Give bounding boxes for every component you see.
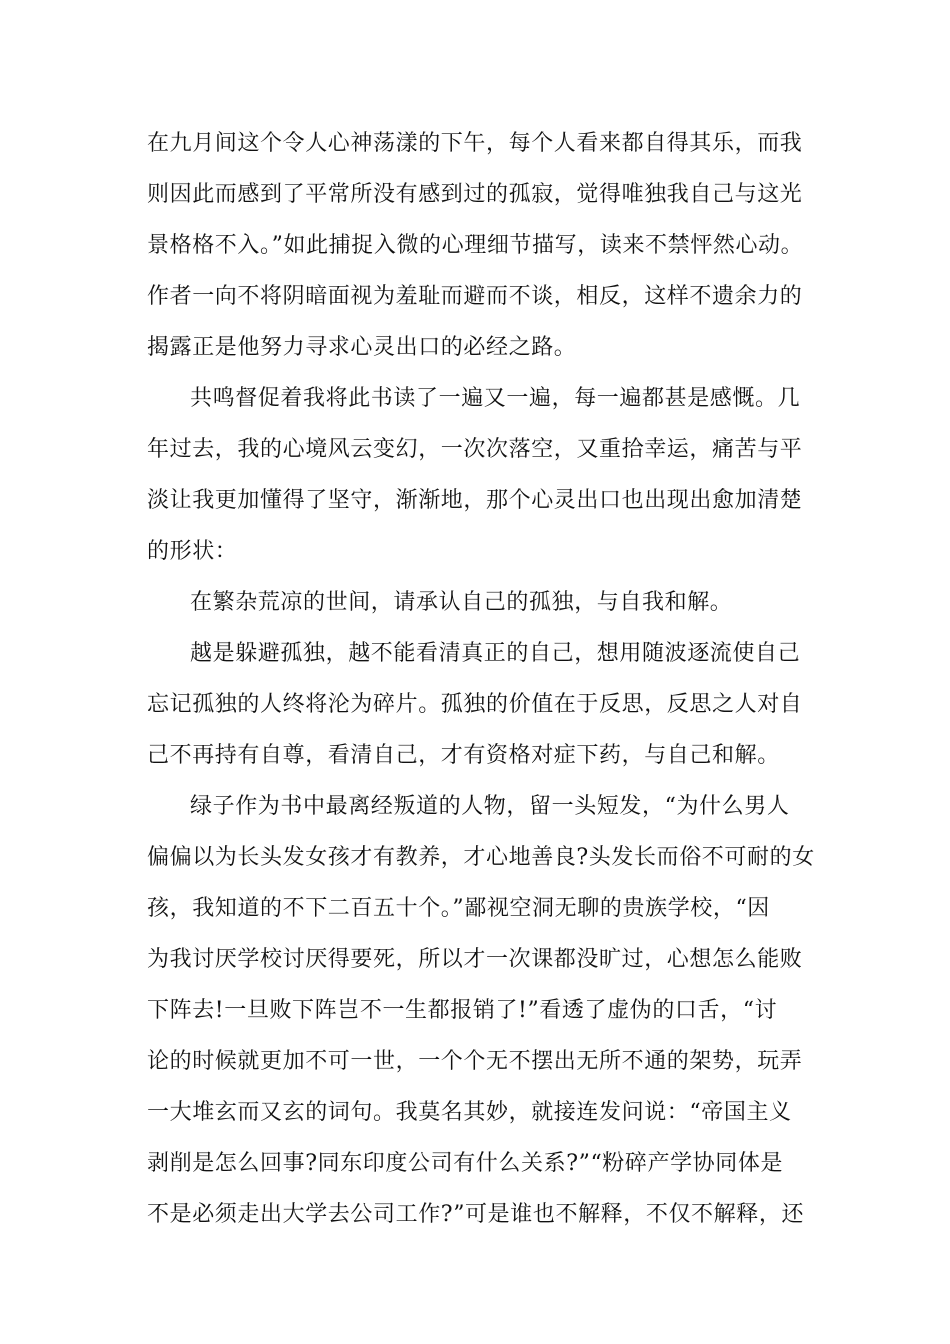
text-line: 则因此而感到了平常所没有感到过的孤寂，觉得唯独我自己与这光 [147,182,803,207]
text-line: 忘记孤独的人终将沦为碎片。孤独的价值在于反思，反思之人对自 [147,692,803,717]
text-line: 淡让我更加懂得了坚守，渐渐地，那个心灵出口也出现出愈加清楚 [147,488,803,513]
text-line: 绿子作为书中最离经叛道的人物，留一头短发，“为什么男人 [190,794,790,819]
text-line: 孩，我知道的不下二百五十个。”鄙视空洞无聊的贵族学校，“因 [147,896,770,921]
text-line: 论的时候就更加不可一世，一个个无不摆出无所不通的架势，玩弄 [147,1049,803,1074]
text-line: 共鸣督促着我将此书读了一遍又一遍，每一遍都甚是感慨。几 [190,386,801,411]
text-line: 一大堆玄而又玄的词句。我莫名其妙，就接连发问说：“帝国主义 [147,1100,792,1125]
text-line: 偏偏以为长头发女孩才有教养，才心地善良?头发长而俗不可耐的女 [147,845,815,870]
text-line: 下阵去!一旦败下阵岂不一生都报销了!”看透了虚伪的口舌，“讨 [147,998,778,1023]
text-line: 在繁杂荒凉的世间，请承认自己的孤独，与自我和解。 [190,590,733,615]
text-line: 年过去，我的心境风云变幻，一次次落空，又重拾幸运，痛苦与平 [147,437,803,462]
text-line: 己不再持有自尊，看清自己，才有资格对症下药，与自己和解。 [147,743,780,768]
text-line: 剥削是怎么回事?同东印度公司有什么关系?”“粉碎产学协同体是 [147,1151,784,1176]
text-line: 在九月间这个令人心神荡漾的下午，每个人看来都自得其乐，而我 [147,131,803,156]
text-line: 为我讨厌学校讨厌得要死，所以才一次课都没旷过，心想怎么能败 [147,947,803,972]
text-line: 作者一向不将阴暗面视为羞耻而避而不谈，相反，这样不遗余力的 [147,284,803,309]
text-line: 不是必须走出大学去公司工作?”可是谁也不解释，不仅不解释，还 [147,1202,805,1227]
text-line: 景格格不入。”如此捕捉入微的心理细节描写，读来不禁怦然心动。 [147,233,804,258]
text-line: 越是躲避孤独，越不能看清真正的自己，想用随波逐流使自己 [190,641,801,666]
text-line: 的形状： [147,539,238,564]
text-line: 揭露正是他努力寻求心灵出口的必经之路。 [147,335,577,360]
